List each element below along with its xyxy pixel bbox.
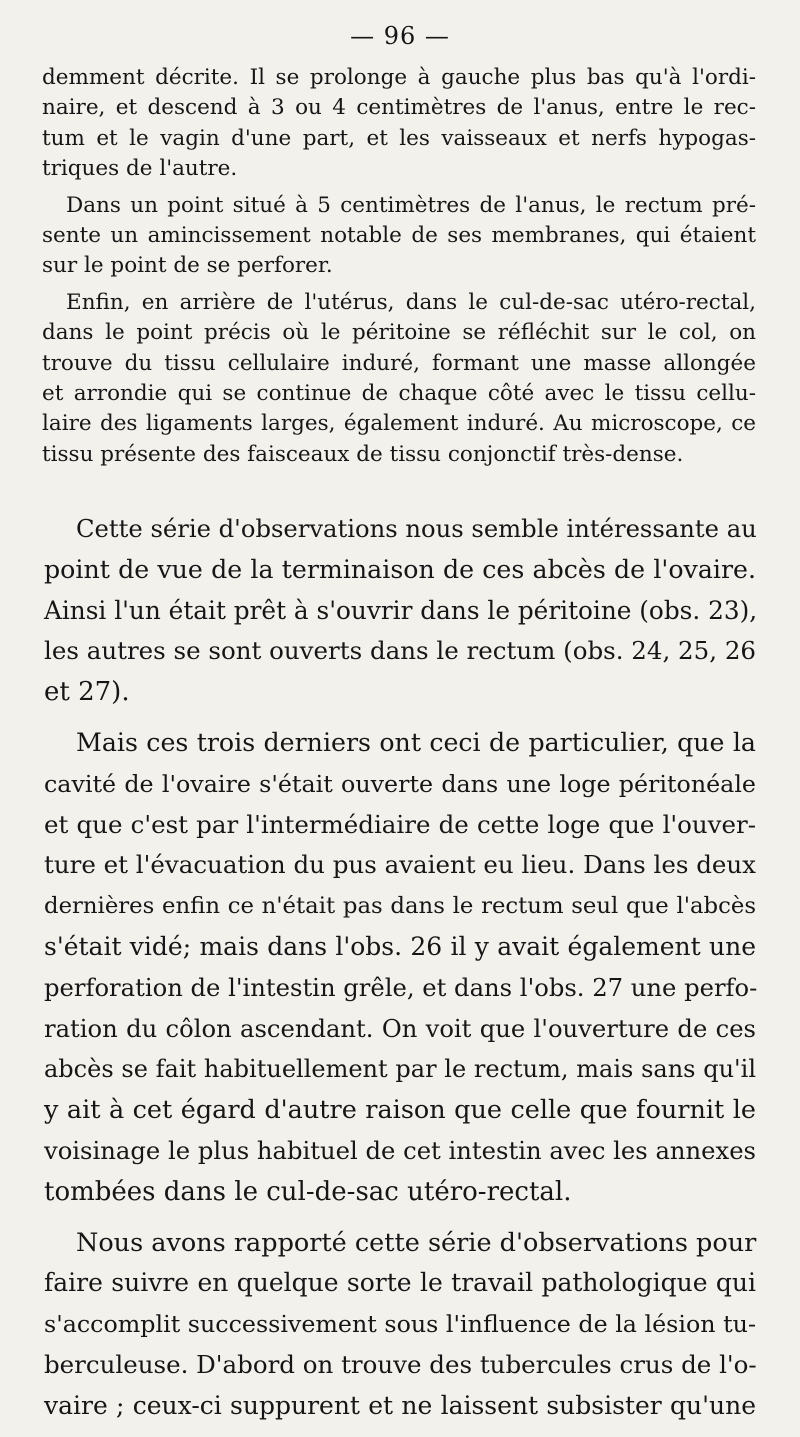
page-number: — 96 —	[350, 22, 450, 50]
text-line: demment décrite. Il se prolonge à gauche plus bas qu'à l'ordi-	[42, 65, 756, 90]
text-line: et 27).	[44, 677, 130, 708]
paragraph	[44, 1223, 756, 1427]
text-line: s'était vidé; mais dans l'obs. 26 il y avait également une	[44, 931, 756, 961]
text-line: sente un amincissement notable de ses membranes, qui étaient	[42, 223, 756, 249]
text-line: y ait à cet égard d'autre raison que celle que fournit le	[44, 1095, 756, 1126]
text-line: tissu présente des faisceaux de tissu conjonctif très-dense.	[42, 441, 684, 467]
text-line: sur le point de se perforer.	[42, 253, 333, 279]
text-line: ture et l'évacuation du pus avaient eu lieu. Dans les deux	[44, 850, 756, 880]
text-line: trouve du tissu cellulaire induré, formant une masse allongée	[42, 350, 756, 376]
text-line: Nous avons rapporté cette série d'observations pour	[76, 1227, 757, 1258]
text-line: Dans un point situé à 5 centimètres de l'anus, le rectum pré-	[66, 192, 756, 218]
text-line: naire, et descend à 3 ou 4 centimètres de l'anus, entre le rec-	[42, 95, 756, 121]
text-line: cavité de l'ovaire s'était ouverte dans une loge péritonéale	[44, 769, 756, 798]
text-line: ration du côlon ascendant. On voit que l'ouverture de ces	[44, 1013, 756, 1043]
paragraph	[42, 191, 756, 282]
text-line: tum et le vagin d'une part, et les vaisseaux et nerfs hypogas-	[42, 125, 756, 151]
text-line: laire des ligaments larges, également induré. Au microscope, ce	[42, 411, 756, 437]
text-line: tombées dans le cul-de-sac utéro-rectal.	[44, 1176, 572, 1207]
paragraph	[42, 288, 756, 470]
paragraph	[44, 723, 756, 1213]
text-line: dernières enfin ce n'était pas dans le rectum seul que l'abcès	[44, 893, 756, 920]
text-line: et que c'est par l'intermédiaire de cette loge que l'ouver-	[44, 809, 756, 839]
paragraph	[44, 509, 756, 713]
text-line: Cette série d'observations nous semble intéressante au	[76, 514, 757, 543]
text-line: vaire ; ceux-ci suppurent et ne laissent subsister qu'une	[44, 1390, 756, 1420]
text-line: dans le point précis où le péritoine se réfléchit sur le col, on	[42, 320, 756, 346]
text-line: les autres se sont ouverts dans le rectum (obs. 24, 25, 26	[44, 636, 756, 666]
text-line: et arrondie qui se continue de chaque côté avec le tissu cellu-	[42, 381, 756, 407]
text-line: point de vue de la terminaison de ces abcès de l'ovaire.	[44, 554, 756, 584]
text-line: Ainsi l'un était prêt à s'ouvrir dans le péritoine (obs. 23),	[44, 595, 758, 625]
text-line: Enfin, en arrière de l'utérus, dans le cul-de-sac utéro-rectal,	[66, 289, 756, 315]
observation-text	[42, 63, 756, 476]
text-line: berculeuse. D'abord on trouve des tubercules crus de l'o-	[44, 1349, 757, 1379]
text-line: voisinage le plus habituel de cet intestin avec les annexes	[44, 1135, 756, 1165]
text-line: abcès se fait habituellement par le rectum, mais sans qu'il	[44, 1055, 756, 1084]
text-line: s'accomplit successivement sous l'influence de la lésion tu-	[44, 1310, 756, 1339]
text-line: triques de l'autre.	[42, 156, 238, 182]
text-line: perforation de l'intestin grêle, et dans l'obs. 27 une perfo-	[44, 972, 758, 1002]
paragraph	[42, 63, 756, 185]
text-line: faire suivre en quelque sorte le travail pathologique qui	[44, 1268, 756, 1298]
main-text	[44, 509, 756, 1437]
text-line: Mais ces trois derniers ont ceci de particulier, que la	[76, 727, 756, 757]
